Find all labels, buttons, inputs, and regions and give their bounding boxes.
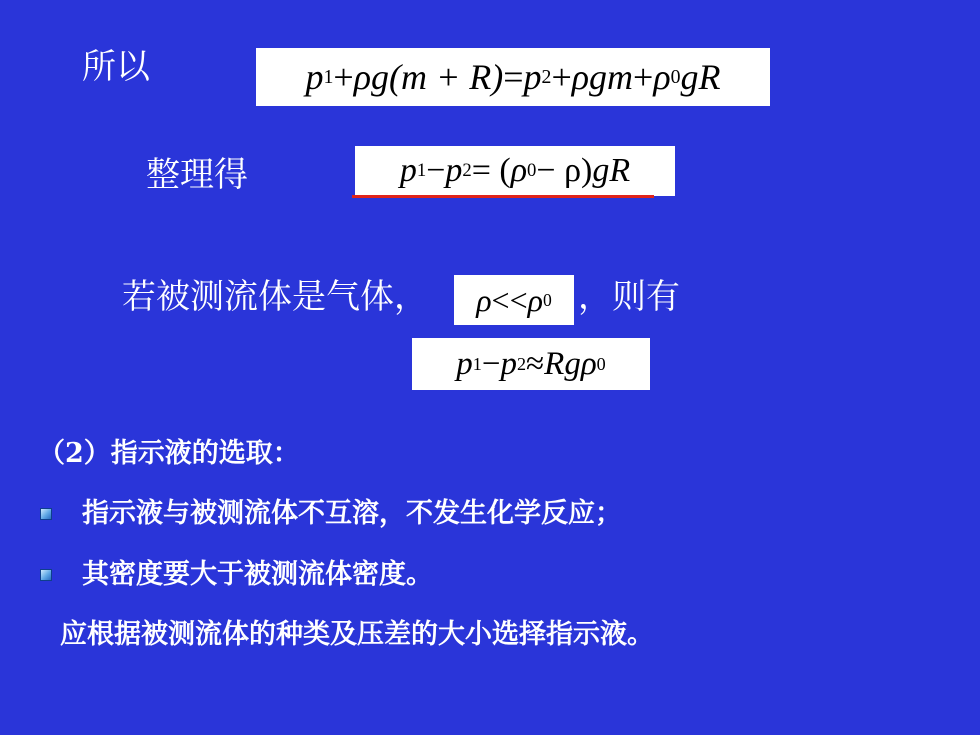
gas-condition-text: 若被测流体是气体， <box>122 277 428 317</box>
formula-underline <box>352 195 654 198</box>
formula-pressure-difference: p 1 − p 2 = ( ρ 0 − ρ) gR <box>355 146 675 196</box>
bullet-icon <box>40 508 52 520</box>
formula-density-condition: ρ << ρ 0 <box>454 275 574 325</box>
closing-statement: 应根据被测流体的种类及压差的大小选择指示液。 <box>60 619 654 650</box>
bullet-item-2: 其密度要大于被测流体密度。 <box>82 559 433 590</box>
label-suoyi: 所以 <box>82 47 150 87</box>
bullet-item-1: 指示液与被测流体不互溶，不发生化学反应； <box>82 498 622 529</box>
label-zhenglide: 整理得 <box>146 155 248 195</box>
then-text: ，则有 <box>578 277 680 317</box>
bullet-icon <box>40 569 52 581</box>
formula-approximation: p 1 − p 2 ≈ Rg ρ 0 <box>412 338 650 390</box>
formula-balance: p 1 + ρg (m + R) = p 2 + ρgm + ρ 0 gR <box>256 48 770 106</box>
section-title: （2）指示液的选取： <box>38 438 300 469</box>
